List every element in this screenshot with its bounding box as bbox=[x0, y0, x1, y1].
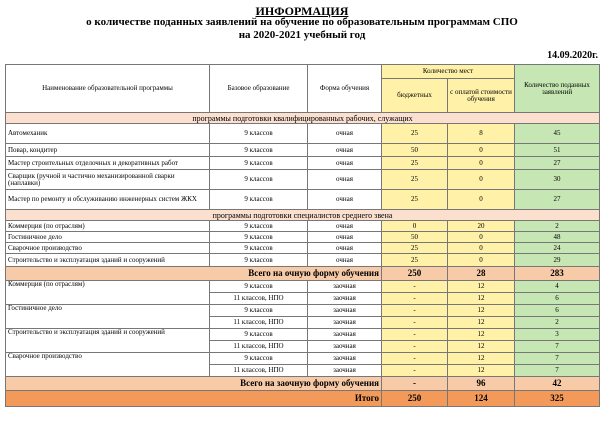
budget-places: - bbox=[382, 317, 448, 329]
program-name: Гостиничное дело bbox=[6, 232, 210, 243]
table-row bbox=[6, 170, 600, 190]
program-name: Гостиничное дело bbox=[6, 305, 210, 329]
applications-count: 6 bbox=[515, 305, 600, 317]
budget-places: - bbox=[382, 353, 448, 365]
table-row bbox=[6, 281, 600, 293]
table-row bbox=[6, 254, 600, 267]
program-name: Строительство и эксплуатация зданий и сооружений bbox=[6, 329, 210, 353]
header-program: Наименование образовательной программы bbox=[6, 65, 210, 113]
study-form: очная bbox=[308, 144, 382, 157]
base-education: 9 классов bbox=[210, 232, 308, 243]
document-subtitle: о количестве поданных заявлений на обучение по образовательным программам СПО bbox=[86, 16, 518, 28]
header-form: Форма обучения bbox=[308, 65, 382, 113]
total-parttime-budget: - bbox=[382, 377, 448, 391]
applications-count: 30 bbox=[515, 170, 600, 190]
base-education: 9 классов bbox=[210, 254, 308, 267]
table-row bbox=[6, 221, 600, 232]
study-form: заочная bbox=[308, 341, 382, 353]
paid-places: 12 bbox=[448, 353, 515, 365]
paid-places: 8 bbox=[448, 124, 515, 144]
applications-count: 2 bbox=[515, 317, 600, 329]
header-applications: Количество поданных заявлений bbox=[515, 65, 600, 113]
grand-total-label: Итого bbox=[6, 391, 382, 407]
applications-count: 7 bbox=[515, 353, 600, 365]
study-form: заочная bbox=[308, 329, 382, 341]
budget-places: - bbox=[382, 341, 448, 353]
budget-places: 25 bbox=[382, 190, 448, 210]
program-name: Повар, кондитер bbox=[6, 144, 210, 157]
document-title: ИНФОРМАЦИЯ bbox=[255, 4, 349, 18]
applications-count: 29 bbox=[515, 254, 600, 267]
budget-places: 50 bbox=[382, 232, 448, 243]
study-form: очная bbox=[308, 124, 382, 144]
program-name: Коммерция (по отраслям) bbox=[6, 221, 210, 232]
total-fulltime-apps: 283 bbox=[515, 267, 600, 281]
base-education: 11 классов, НПО bbox=[210, 365, 308, 377]
study-form: заочная bbox=[308, 293, 382, 305]
base-education: 9 классов bbox=[210, 221, 308, 232]
paid-places: 0 bbox=[448, 144, 515, 157]
budget-places: - bbox=[382, 293, 448, 305]
base-education: 9 классов bbox=[210, 353, 308, 365]
program-name: Строительство и эксплуатация зданий и сооружений bbox=[6, 254, 210, 267]
program-name: Автомеханик bbox=[6, 124, 210, 144]
applications-count: 45 bbox=[515, 124, 600, 144]
section-specialists: программы подготовки специалистов среднего звена bbox=[6, 210, 600, 221]
total-fulltime-budget: 250 bbox=[382, 267, 448, 281]
applications-count: 48 bbox=[515, 232, 600, 243]
paid-places: 12 bbox=[448, 317, 515, 329]
header-places: Количество мест bbox=[382, 65, 515, 79]
budget-places: 25 bbox=[382, 170, 448, 190]
total-fulltime-paid: 28 bbox=[448, 267, 515, 281]
paid-places: 12 bbox=[448, 281, 515, 293]
total-fulltime-row bbox=[6, 267, 600, 281]
table-row bbox=[6, 157, 600, 170]
budget-places: 25 bbox=[382, 254, 448, 267]
paid-places: 12 bbox=[448, 305, 515, 317]
study-form: очная bbox=[308, 157, 382, 170]
base-education: 9 классов bbox=[210, 305, 308, 317]
budget-places: - bbox=[382, 365, 448, 377]
table-row bbox=[6, 243, 600, 254]
paid-places: 0 bbox=[448, 190, 515, 210]
base-education: 9 классов bbox=[210, 144, 308, 157]
grand-total-paid: 124 bbox=[448, 391, 515, 407]
study-form: заочная bbox=[308, 365, 382, 377]
section-workers: программы подготовки квалифицированных рабочих, служащих bbox=[6, 113, 600, 124]
table-row bbox=[6, 124, 600, 144]
total-parttime-apps: 42 bbox=[515, 377, 600, 391]
header-budget: бюджетных bbox=[382, 79, 448, 113]
table-row bbox=[6, 329, 600, 341]
applications-count: 51 bbox=[515, 144, 600, 157]
applications-count: 27 bbox=[515, 157, 600, 170]
grand-total-apps: 325 bbox=[515, 391, 600, 407]
grand-total-budget: 250 bbox=[382, 391, 448, 407]
base-education: 9 классов bbox=[210, 190, 308, 210]
header-paid: с оплатой стоимости обучения bbox=[448, 79, 515, 113]
budget-places: 25 bbox=[382, 243, 448, 254]
study-form: заочная bbox=[308, 281, 382, 293]
base-education: 11 классов, НПО bbox=[210, 341, 308, 353]
paid-places: 0 bbox=[448, 157, 515, 170]
study-form: заочная bbox=[308, 305, 382, 317]
study-form: очная bbox=[308, 232, 382, 243]
program-name: Сварочное производство bbox=[6, 353, 210, 377]
program-name: Мастер по ремонту и обслуживанию инженерных систем ЖКХ bbox=[6, 190, 210, 210]
budget-places: - bbox=[382, 281, 448, 293]
base-education: 11 классов, НПО bbox=[210, 317, 308, 329]
applications-count: 4 bbox=[515, 281, 600, 293]
paid-places: 20 bbox=[448, 221, 515, 232]
base-education: 9 классов bbox=[210, 124, 308, 144]
applications-count: 24 bbox=[515, 243, 600, 254]
base-education: 9 классов bbox=[210, 170, 308, 190]
header-base: Базовое образование bbox=[210, 65, 308, 113]
budget-places: 25 bbox=[382, 124, 448, 144]
base-education: 9 классов bbox=[210, 329, 308, 341]
base-education: 11 классов, НПО bbox=[210, 293, 308, 305]
study-form: очная bbox=[308, 221, 382, 232]
table-row bbox=[6, 190, 600, 210]
applications-count: 27 bbox=[515, 190, 600, 210]
total-parttime-row bbox=[6, 377, 600, 391]
total-fulltime-label: Всего на очную форму обучения bbox=[6, 267, 382, 281]
budget-places: 50 bbox=[382, 144, 448, 157]
document-date: 14.09.2020г. bbox=[547, 50, 598, 61]
paid-places: 12 bbox=[448, 365, 515, 377]
paid-places: 0 bbox=[448, 170, 515, 190]
total-parttime-label: Всего на заочную форму обучения bbox=[6, 377, 382, 391]
applications-count: 7 bbox=[515, 365, 600, 377]
applications-count: 7 bbox=[515, 341, 600, 353]
program-name: Мастер строительных отделочных и декоративных работ bbox=[6, 157, 210, 170]
base-education: 9 классов bbox=[210, 243, 308, 254]
paid-places: 0 bbox=[448, 254, 515, 267]
applications-count: 3 bbox=[515, 329, 600, 341]
total-parttime-paid: 96 bbox=[448, 377, 515, 391]
program-name: Коммерция (по отраслям) bbox=[6, 281, 210, 305]
study-form: очная bbox=[308, 254, 382, 267]
table-row bbox=[6, 232, 600, 243]
budget-places: 25 bbox=[382, 157, 448, 170]
table-row bbox=[6, 353, 600, 365]
budget-places: - bbox=[382, 329, 448, 341]
budget-places: - bbox=[382, 305, 448, 317]
paid-places: 12 bbox=[448, 341, 515, 353]
applications-count: 6 bbox=[515, 293, 600, 305]
table-row bbox=[6, 305, 600, 317]
study-form: очная bbox=[308, 243, 382, 254]
table-row bbox=[6, 144, 600, 157]
grand-total-row bbox=[6, 391, 600, 407]
study-form: очная bbox=[308, 170, 382, 190]
study-form: очная bbox=[308, 190, 382, 210]
program-name: Сварщик (ручной и частично механизированной сварки (наплавки) bbox=[6, 170, 210, 190]
program-name: Сварочное производство bbox=[6, 243, 210, 254]
paid-places: 0 bbox=[448, 232, 515, 243]
paid-places: 12 bbox=[448, 329, 515, 341]
base-education: 9 классов bbox=[210, 281, 308, 293]
study-form: заочная bbox=[308, 317, 382, 329]
paid-places: 0 bbox=[448, 243, 515, 254]
applications-count: 2 bbox=[515, 221, 600, 232]
budget-places: 0 bbox=[382, 221, 448, 232]
paid-places: 12 bbox=[448, 293, 515, 305]
base-education: 9 классов bbox=[210, 157, 308, 170]
applications-table bbox=[5, 64, 600, 407]
academic-year: на 2020-2021 учебный год bbox=[238, 29, 366, 41]
study-form: заочная bbox=[308, 353, 382, 365]
